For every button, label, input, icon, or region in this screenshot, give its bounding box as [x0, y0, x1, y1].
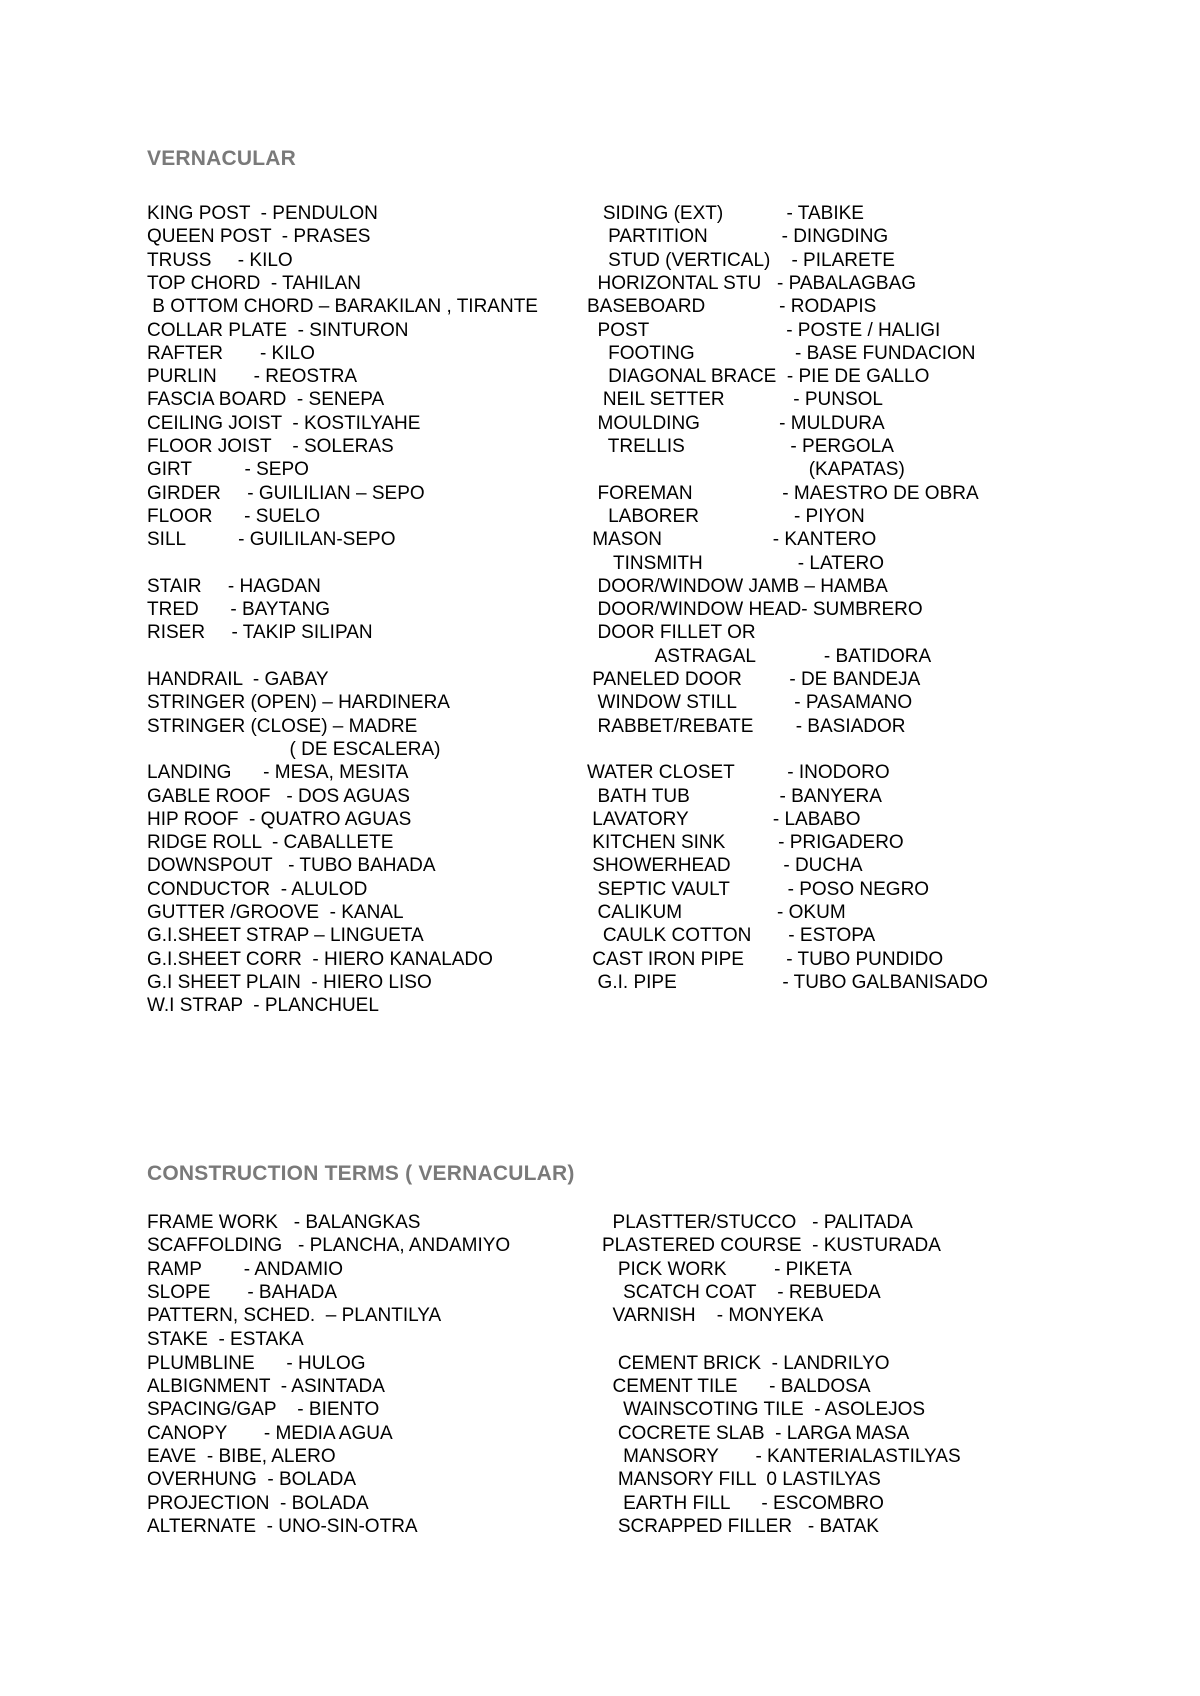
- glossary-entry: TOP CHORD - TAHILAN: [147, 272, 361, 294]
- glossary-entry: GUTTER /GROOVE - KANAL: [147, 902, 404, 923]
- glossary-entry: PLASTTER/STUCCO - PALITADA: [602, 1212, 913, 1233]
- glossary-entry: BASEBOARD - RODAPIS: [587, 296, 877, 318]
- glossary-entry: EARTH FILL - ESCOMBRO: [602, 1492, 884, 1514]
- glossary-entry: FRAME WORK - BALANGKAS: [147, 1212, 421, 1233]
- glossary-entry: G.I.SHEET CORR - HIERO KANALADO: [147, 948, 493, 970]
- glossary-entry: STRINGER (OPEN) – HARDINERA: [147, 692, 450, 714]
- glossary-entry: W.I STRAP - PLANCHUEL: [147, 995, 379, 1017]
- glossary-entry: RABBET/REBATE - BASIADOR: [587, 715, 906, 737]
- glossary-entry: CONDUCTOR - ALULOD: [147, 878, 368, 900]
- glossary-entry: POST - POSTE / HALIGI: [587, 319, 941, 341]
- glossary-entry: CEMENT TILE - BALDOSA: [602, 1376, 871, 1398]
- glossary-entry: CALIKUM - OKUM: [587, 902, 846, 923]
- glossary-entry: DOOR/WINDOW HEAD- SUMBRERO: [587, 599, 923, 621]
- glossary-entry: RAFTER - KILO: [147, 342, 315, 364]
- glossary-entry: PATTERN, SCHED. – PLANTILYA: [147, 1305, 442, 1327]
- glossary-entry: EAVE - BIBE, ALERO: [147, 1446, 336, 1467]
- glossary-entry: PICK WORK - PIKETA: [602, 1258, 852, 1280]
- glossary-entry: SHOWERHEAD - DUCHA: [587, 855, 863, 877]
- glossary-entry: HORIZONTAL STU - PABALAGBAG: [587, 272, 917, 294]
- glossary-entry: COCRETE SLAB - LARGA MASA: [602, 1422, 910, 1444]
- glossary-entry: HANDRAIL - GABAY: [147, 669, 329, 690]
- glossary-entry: G.I.SHEET STRAP – LINGUETA: [147, 925, 424, 947]
- glossary-entry: MANSORY FILL 0 LASTILYAS: [602, 1469, 881, 1491]
- glossary-entry: CEMENT BRICK - LANDRILYO: [602, 1352, 890, 1374]
- glossary-entry: PURLIN - REOSTRA: [147, 366, 358, 388]
- glossary-entry: RISER - TAKIP SILIPAN: [147, 622, 373, 644]
- glossary-entry: VARNISH - MONYEKA: [602, 1305, 824, 1327]
- glossary-entry: PROJECTION - BOLADA: [147, 1492, 369, 1514]
- glossary-entry: FLOOR JOIST - SOLERAS: [147, 436, 394, 457]
- glossary-entry: HIP ROOF - QUATRO AGUAS: [147, 808, 412, 830]
- glossary-entry: SPACING/GAP - BIENTO: [147, 1399, 380, 1421]
- glossary-entry: ASTRAGAL - BATIDORA: [587, 645, 932, 667]
- glossary-entry: ALBIGNMENT - ASINTADA: [147, 1376, 385, 1398]
- glossary-entry: STAIR - HAGDAN: [147, 575, 321, 597]
- section-title-vernacular: VERNACULAR: [147, 147, 296, 170]
- glossary-entry: FOOTING - BASE FUNDACION: [587, 342, 976, 364]
- glossary-entry: STAKE - ESTAKA: [147, 1328, 304, 1350]
- glossary-entry: CANOPY - MEDIA AGUA: [147, 1422, 393, 1444]
- glossary-entry: WAINSCOTING TILE - ASOLEJOS: [602, 1399, 926, 1421]
- glossary-entry: TRELLIS - PERGOLA: [587, 436, 894, 457]
- glossary-entry: WATER CLOSET - INODORO: [587, 762, 890, 784]
- glossary-entry: SCATCH COAT - REBUEDA: [602, 1281, 881, 1303]
- glossary-entry: RAMP - ANDAMIO: [147, 1258, 344, 1280]
- glossary-entry: SILL - GUILILAN-SEPO: [147, 529, 396, 551]
- glossary-entry: DOOR/WINDOW JAMB – HAMBA: [587, 575, 888, 597]
- glossary-entry: PLASTERED COURSE - KUSTURADA: [602, 1235, 941, 1257]
- glossary-entry: B OTTOM CHORD – BARAKILAN , TIRANTE: [147, 296, 538, 318]
- glossary-entry: COLLAR PLATE - SINTURON: [147, 319, 409, 341]
- glossary-entry: NEIL SETTER - PUNSOL: [587, 389, 883, 411]
- glossary-entry: G.I. PIPE - TUBO GALBANISADO: [587, 971, 988, 993]
- glossary-entry: LANDING - MESA, MESITA: [147, 762, 409, 784]
- glossary-entry: (KAPATAS): [587, 459, 905, 481]
- glossary-entry: GIRDER - GUILILIAN – SEPO: [147, 482, 425, 504]
- glossary-entry: STRINGER (CLOSE) – MADRE: [147, 715, 418, 737]
- glossary-entry: SEPTIC VAULT - POSO NEGRO: [587, 878, 930, 900]
- glossary-entry: SLOPE - BAHADA: [147, 1281, 338, 1303]
- glossary-entry: QUEEN POST - PRASES: [147, 226, 371, 248]
- glossary-entry: FOREMAN - MAESTRO DE OBRA: [587, 482, 979, 504]
- glossary-entry: KITCHEN SINK - PRIGADERO: [587, 832, 904, 854]
- glossary-entry: FLOOR - SUELO: [147, 505, 321, 527]
- glossary-entry: GIRT - SEPO: [147, 459, 309, 481]
- glossary-entry: CAULK COTTON - ESTOPA: [587, 925, 876, 947]
- glossary-entry: BATH TUB - BANYERA: [587, 785, 882, 807]
- glossary-entry: WINDOW STILL - PASAMANO: [587, 692, 913, 714]
- glossary-entry: SIDING (EXT) - TABIKE: [587, 203, 864, 224]
- glossary-entry: CEILING JOIST - KOSTILYAHE: [147, 412, 421, 434]
- glossary-entry: CAST IRON PIPE - TUBO PUNDIDO: [587, 948, 944, 970]
- glossary-entry: PARTITION - DINGDING: [587, 226, 889, 248]
- glossary-entry: LAVATORY - LABABO: [587, 808, 861, 830]
- glossary-entry: SCRAPPED FILLER - BATAK: [602, 1515, 879, 1537]
- glossary-entry: DOOR FILLET OR: [587, 622, 756, 644]
- glossary-entry: STUD (VERTICAL) - PILARETE: [587, 249, 895, 271]
- glossary-entry: MANSORY - KANTERIALASTILYAS: [602, 1446, 961, 1467]
- section-title-construction-terms: CONSTRUCTION TERMS ( VERNACULAR): [147, 1162, 575, 1185]
- glossary-entry: PLUMBLINE - HULOG: [147, 1352, 366, 1374]
- glossary-entry: DOWNSPOUT - TUBO BAHADA: [147, 855, 436, 877]
- glossary-entry: PANELED DOOR - DE BANDEJA: [587, 669, 921, 690]
- glossary-entry: TINSMITH - LATERO: [587, 552, 884, 574]
- glossary-entry: SCAFFOLDING - PLANCHA, ANDAMIYO: [147, 1235, 511, 1257]
- glossary-entry: TRUSS - KILO: [147, 249, 293, 271]
- glossary-entry: RIDGE ROLL - CABALLETE: [147, 832, 394, 854]
- glossary-entry: ( DE ESCALERA): [147, 738, 441, 760]
- glossary-entry: OVERHUNG - BOLADA: [147, 1469, 357, 1491]
- glossary-entry: GABLE ROOF - DOS AGUAS: [147, 785, 410, 807]
- glossary-entry: MOULDING - MULDURA: [587, 412, 885, 434]
- glossary-entry: KING POST - PENDULON: [147, 203, 378, 224]
- glossary-entry: FASCIA BOARD - SENEPA: [147, 389, 385, 411]
- glossary-entry: G.I SHEET PLAIN - HIERO LISO: [147, 971, 432, 993]
- glossary-entry: TRED - BAYTANG: [147, 599, 330, 621]
- glossary-entry: MASON - KANTERO: [587, 529, 877, 551]
- glossary-entry: LABORER - PIYON: [587, 505, 865, 527]
- glossary-entry: ALTERNATE - UNO-SIN-OTRA: [147, 1515, 418, 1537]
- glossary-entry: DIAGONAL BRACE - PIE DE GALLO: [587, 366, 930, 388]
